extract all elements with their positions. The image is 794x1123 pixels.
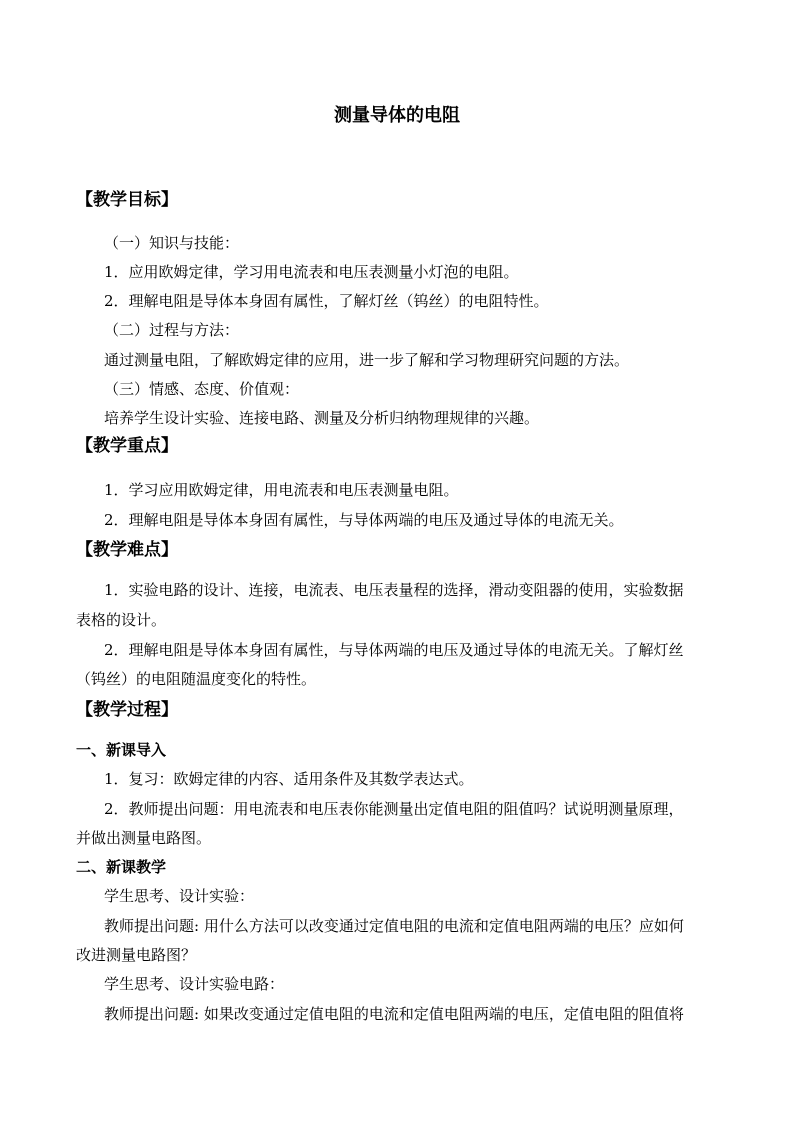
paragraph-line: 2．教师提出问题：用电流表和电压表你能测量出定值电阻的阻值吗？试说明测量原理， bbox=[104, 800, 684, 818]
paragraph-line: （二）过程与方法： bbox=[104, 321, 240, 339]
paragraph-line: 1．应用欧姆定律，学习用电流表和电压表测量小灯泡的电阻。 bbox=[104, 263, 519, 281]
paragraph-line: 培养学生设计实验、连接电路、测量及分析归纳物理规律的兴趣。 bbox=[104, 409, 540, 427]
paragraph-line: 改进测量电路图？ bbox=[76, 946, 197, 964]
paragraph-line: 学生思考、设计实验电路： bbox=[104, 975, 285, 993]
subsection-title-teaching: 二、新课教学 bbox=[76, 858, 167, 876]
paragraph-line: 通过测量电阻，了解欧姆定律的应用，进一步了解和学习物理研究问题的方法。 bbox=[104, 351, 630, 369]
paragraph-line: 表格的设计。 bbox=[76, 611, 167, 629]
paragraph-line: 学生思考、设计实验： bbox=[104, 887, 255, 905]
paragraph-line: 1．复习：欧姆定律的内容、适用条件及其数学表达式。 bbox=[104, 770, 474, 788]
paragraph-line: 1．学习应用欧姆定律，用电流表和电压表测量电阻。 bbox=[104, 481, 459, 499]
paragraph-line: 2．理解电阻是导体本身固有属性，与导体两端的电压及通过导体的电流无关。 bbox=[104, 511, 624, 529]
paragraph-line: 并做出测量电路图。 bbox=[76, 829, 212, 847]
paragraph-line: 1．实验电路的设计、连接，电流表、电压表量程的选择，滑动变阻器的使用，实验数据 bbox=[104, 581, 684, 599]
section-heading-difficulties: 【教学难点】 bbox=[76, 540, 178, 560]
paragraph-line: 教师提出问题: 如果改变通过定值电阻的电流和定值电阻两端的电压，定值电阻的阻值将 bbox=[104, 1005, 684, 1023]
paragraph-line: （三）情感、态度、价值观： bbox=[104, 380, 300, 398]
paragraph-line: 2．理解电阻是导体本身固有属性，了解灯丝（钨丝）的电阻特性。 bbox=[104, 292, 549, 310]
section-heading-goals: 【教学目标】 bbox=[76, 190, 178, 210]
subsection-title-intro: 一、新课导入 bbox=[76, 741, 167, 759]
section-heading-key-points: 【教学重点】 bbox=[76, 436, 178, 456]
page-title: 测量导体的电阻 bbox=[334, 105, 460, 126]
paragraph-line: 2．理解电阻是导体本身固有属性，与导体两端的电压及通过导体的电流无关。了解灯丝 bbox=[104, 641, 684, 659]
paragraph-line: 教师提出问题: 用什么方法可以改变通过定值电阻的电流和定值电阻两端的电压？应如何 bbox=[104, 917, 684, 935]
paragraph-line: （钨丝）的电阻随温度变化的特性。 bbox=[76, 670, 317, 688]
paragraph-line: （一）知识与技能： bbox=[104, 234, 240, 252]
section-heading-process: 【教学过程】 bbox=[76, 700, 178, 720]
